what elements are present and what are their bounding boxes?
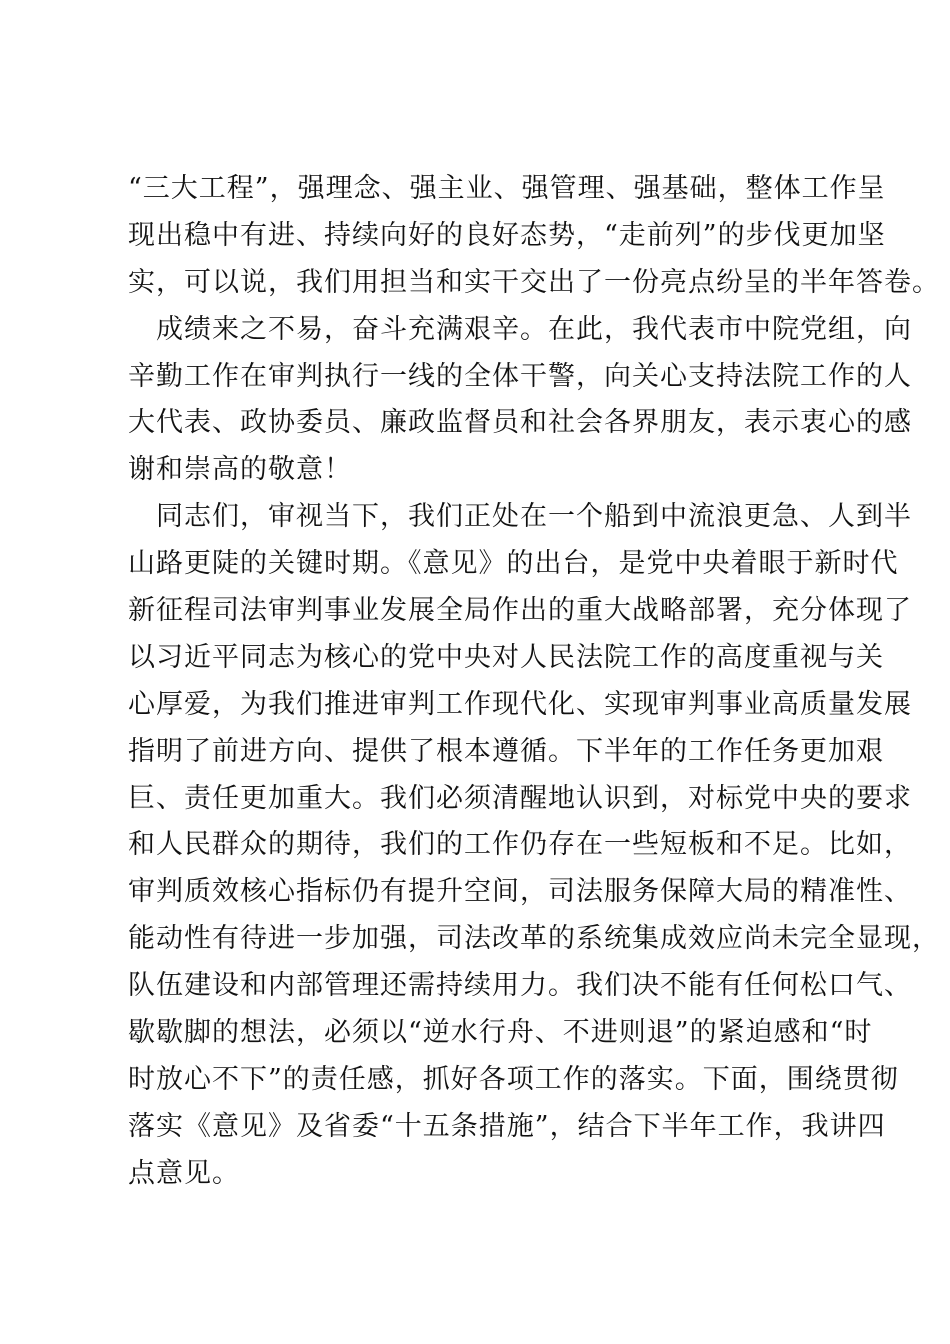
- text-line: 能动性有待进一步加强，司法改革的系统集成效应尚未完全显现，: [128, 923, 940, 955]
- text-line: 以习近平同志为核心的党中央对人民法院工作的高度重视与关: [128, 641, 884, 673]
- text-line: 辛勤工作在审判执行一线的全体干警，向关心支持法院工作的人: [128, 360, 912, 392]
- text-line: 和人民群众的期待，我们的工作仍存在一些短板和不足。比如，: [128, 829, 912, 861]
- paragraph: [128, 166, 940, 307]
- text-line: 同志们，审视当下，我们正处在一个船到中流浪更急、人到半: [128, 501, 912, 533]
- text-line: 点意见。: [128, 1157, 240, 1189]
- text-line: 新征程司法审判事业发展全局作出的重大战略部署，充分体现了: [128, 595, 912, 627]
- text-line: 歇歇脚的想法，必须以“逆水行舟、不进则退”的紧迫感和“时: [128, 1017, 873, 1049]
- text-line: 心厚爱，为我们推进审判工作现代化、实现审判事业高质量发展: [128, 688, 912, 720]
- text-line: 审判质效核心指标仍有提升空间，司法服务保障大局的精准性、: [128, 876, 912, 908]
- text-line: 巨、责任更加重大。我们必须清醒地认识到，对标党中央的要求: [128, 782, 912, 814]
- text-line: 山路更陡的关键时期。《意见》的出台，是党中央着眼于新时代: [128, 548, 899, 580]
- document-page: [128, 166, 940, 1198]
- text-line: 落实《意见》及省委“十五条措施”，结合下半年工作，我讲四: [128, 1110, 886, 1142]
- text-line: 时放心不下”的责任感，抓好各项工作的落实。下面，围绕贯彻: [128, 1063, 899, 1095]
- text-line: 指明了前进方向、提供了根本遵循。下半年的工作任务更加艰: [128, 735, 884, 767]
- text-line: 队伍建设和内部管理还需持续用力。我们决不能有任何松口气、: [128, 970, 912, 1002]
- text-line: “三大工程”，强理念、强主业、强管理、强基础，整体工作呈: [128, 173, 886, 204]
- text-line: 大代表、政协委员、廉政监督员和社会各界朋友，表示衷心的感: [128, 407, 912, 439]
- text-line: 成绩来之不易，奋斗充满艰辛。在此，我代表市中院党组，向: [128, 313, 912, 345]
- text-line: 现出稳中有进、持续向好的良好态势，“走前列”的步伐更加坚: [128, 219, 886, 251]
- paragraph: [128, 494, 940, 1197]
- paragraph: [128, 307, 912, 495]
- text-line: 谢和崇高的敬意！: [128, 454, 352, 486]
- text-line: 实，可以说，我们用担当和实干交出了一份亮点纷呈的半年答卷。: [128, 266, 940, 298]
